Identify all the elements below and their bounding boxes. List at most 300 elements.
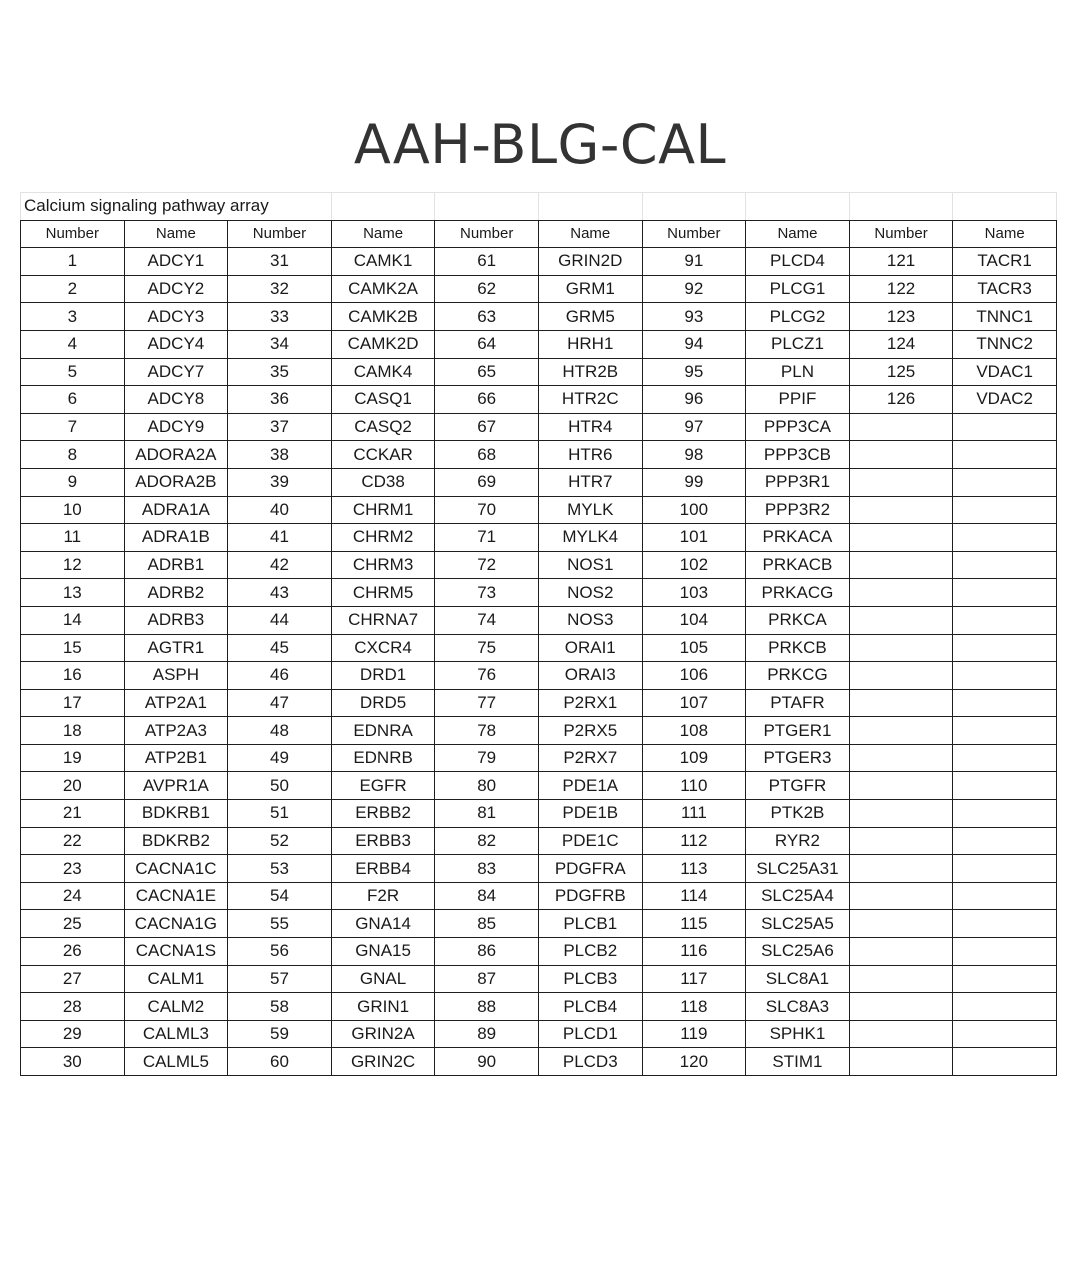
gene-name-cell: GRIN2D xyxy=(538,248,642,276)
table-row xyxy=(21,248,1057,276)
number-cell: 68 xyxy=(435,441,539,469)
table-body xyxy=(21,193,1057,1076)
number-cell: 22 xyxy=(21,827,125,855)
column-header: Name xyxy=(953,220,1057,248)
gene-name-cell: PRKCG xyxy=(746,662,850,690)
number-cell: 51 xyxy=(228,800,332,828)
gene-name-cell: PDGFRB xyxy=(538,882,642,910)
number-cell: 89 xyxy=(435,1020,539,1048)
number-cell: 67 xyxy=(435,413,539,441)
number-cell: 54 xyxy=(228,882,332,910)
gene-name-cell: CAMK2D xyxy=(331,330,435,358)
number-cell: 78 xyxy=(435,717,539,745)
number-cell: 108 xyxy=(642,717,746,745)
number-cell: 118 xyxy=(642,993,746,1021)
gene-name-cell: ASPH xyxy=(124,662,228,690)
number-cell xyxy=(849,524,953,552)
table-row xyxy=(21,386,1057,414)
gene-name-cell: PLCD1 xyxy=(538,1020,642,1048)
gene-name-cell: SLC8A1 xyxy=(746,965,850,993)
gene-name-cell: CHRNA7 xyxy=(331,606,435,634)
caption-row xyxy=(21,193,1057,221)
number-cell: 76 xyxy=(435,662,539,690)
number-cell: 81 xyxy=(435,800,539,828)
gene-name-cell: TNNC2 xyxy=(953,330,1057,358)
gene-name-cell: SLC25A6 xyxy=(746,938,850,966)
number-cell xyxy=(849,855,953,883)
gene-name-cell: CALML5 xyxy=(124,1048,228,1076)
gene-name-cell: ADRB2 xyxy=(124,579,228,607)
gene-name-cell xyxy=(953,938,1057,966)
gene-name-cell: BDKRB1 xyxy=(124,800,228,828)
number-cell: 107 xyxy=(642,689,746,717)
table-row xyxy=(21,441,1057,469)
number-cell: 28 xyxy=(21,993,125,1021)
gene-name-cell: CCKAR xyxy=(331,441,435,469)
gene-name-cell: ERBB4 xyxy=(331,855,435,883)
gene-name-cell: ADCY2 xyxy=(124,275,228,303)
gene-name-cell: PRKCA xyxy=(746,606,850,634)
number-cell: 104 xyxy=(642,606,746,634)
gene-name-cell: SPHK1 xyxy=(746,1020,850,1048)
gene-name-cell: ADCY4 xyxy=(124,330,228,358)
gene-name-cell: NOS3 xyxy=(538,606,642,634)
number-cell: 90 xyxy=(435,1048,539,1076)
gene-name-cell: CAMK2A xyxy=(331,275,435,303)
number-cell: 116 xyxy=(642,938,746,966)
number-cell: 30 xyxy=(21,1048,125,1076)
number-cell: 29 xyxy=(21,1020,125,1048)
number-cell: 73 xyxy=(435,579,539,607)
gene-name-cell: PDE1B xyxy=(538,800,642,828)
gene-name-cell: PPP3CB xyxy=(746,441,850,469)
gene-name-cell: SLC25A4 xyxy=(746,882,850,910)
gene-name-cell: GRM1 xyxy=(538,275,642,303)
gene-name-cell: PDE1C xyxy=(538,827,642,855)
gene-name-cell: PLCB1 xyxy=(538,910,642,938)
gene-name-cell: PLCG1 xyxy=(746,275,850,303)
table-row xyxy=(21,689,1057,717)
number-cell: 103 xyxy=(642,579,746,607)
column-header: Name xyxy=(538,220,642,248)
number-cell: 62 xyxy=(435,275,539,303)
table-caption: Calcium signaling pathway array xyxy=(21,193,332,221)
gene-name-cell: CACNA1G xyxy=(124,910,228,938)
number-cell: 34 xyxy=(228,330,332,358)
table-row xyxy=(21,910,1057,938)
number-cell xyxy=(849,689,953,717)
number-cell: 32 xyxy=(228,275,332,303)
number-cell xyxy=(849,1048,953,1076)
table-row xyxy=(21,1020,1057,1048)
gene-name-cell xyxy=(953,1048,1057,1076)
number-cell: 83 xyxy=(435,855,539,883)
caption-filler-cell xyxy=(746,193,850,221)
number-cell: 16 xyxy=(21,662,125,690)
number-cell: 123 xyxy=(849,303,953,331)
caption-filler-cell xyxy=(849,193,953,221)
number-cell: 95 xyxy=(642,358,746,386)
gene-name-cell: PPP3R1 xyxy=(746,468,850,496)
caption-filler-cell xyxy=(953,193,1057,221)
gene-name-cell: HTR4 xyxy=(538,413,642,441)
gene-name-cell: GNA15 xyxy=(331,938,435,966)
number-cell: 109 xyxy=(642,744,746,772)
gene-name-cell: CHRM5 xyxy=(331,579,435,607)
gene-name-cell: CACNA1E xyxy=(124,882,228,910)
number-cell: 38 xyxy=(228,441,332,469)
gene-name-cell: AVPR1A xyxy=(124,772,228,800)
gene-name-cell xyxy=(953,441,1057,469)
number-cell xyxy=(849,772,953,800)
gene-name-cell: CACNA1C xyxy=(124,855,228,883)
column-header: Number xyxy=(642,220,746,248)
gene-name-cell: NOS1 xyxy=(538,551,642,579)
number-cell: 2 xyxy=(21,275,125,303)
gene-name-cell: ERBB3 xyxy=(331,827,435,855)
number-cell: 114 xyxy=(642,882,746,910)
number-cell: 60 xyxy=(228,1048,332,1076)
number-cell xyxy=(849,551,953,579)
gene-name-cell: PRKACB xyxy=(746,551,850,579)
number-cell: 71 xyxy=(435,524,539,552)
number-cell: 31 xyxy=(228,248,332,276)
table-row xyxy=(21,496,1057,524)
number-cell: 92 xyxy=(642,275,746,303)
number-cell: 21 xyxy=(21,800,125,828)
gene-name-cell: PRKACA xyxy=(746,524,850,552)
number-cell: 113 xyxy=(642,855,746,883)
number-cell: 24 xyxy=(21,882,125,910)
number-cell xyxy=(849,938,953,966)
number-cell: 99 xyxy=(642,468,746,496)
gene-name-cell: ADRA1A xyxy=(124,496,228,524)
number-cell: 117 xyxy=(642,965,746,993)
gene-name-cell: AGTR1 xyxy=(124,634,228,662)
number-cell: 91 xyxy=(642,248,746,276)
number-cell: 49 xyxy=(228,744,332,772)
number-cell: 84 xyxy=(435,882,539,910)
column-header: Number xyxy=(21,220,125,248)
gene-name-cell: P2RX1 xyxy=(538,689,642,717)
header-row xyxy=(21,220,1057,248)
table-row xyxy=(21,827,1057,855)
number-cell: 40 xyxy=(228,496,332,524)
number-cell: 36 xyxy=(228,386,332,414)
table-row xyxy=(21,634,1057,662)
gene-name-cell: ADCY1 xyxy=(124,248,228,276)
gene-name-cell xyxy=(953,551,1057,579)
number-cell: 126 xyxy=(849,386,953,414)
table-row xyxy=(21,275,1057,303)
number-cell: 8 xyxy=(21,441,125,469)
gene-name-cell: PLCB3 xyxy=(538,965,642,993)
gene-name-cell: ADCY3 xyxy=(124,303,228,331)
gene-name-cell: PTK2B xyxy=(746,800,850,828)
caption-filler-cell xyxy=(331,193,435,221)
gene-name-cell: CXCR4 xyxy=(331,634,435,662)
number-cell: 4 xyxy=(21,330,125,358)
number-cell: 33 xyxy=(228,303,332,331)
number-cell: 87 xyxy=(435,965,539,993)
number-cell: 42 xyxy=(228,551,332,579)
gene-name-cell: EDNRA xyxy=(331,717,435,745)
gene-name-cell: PDGFRA xyxy=(538,855,642,883)
number-cell: 125 xyxy=(849,358,953,386)
number-cell: 101 xyxy=(642,524,746,552)
number-cell: 111 xyxy=(642,800,746,828)
number-cell: 93 xyxy=(642,303,746,331)
gene-name-cell xyxy=(953,882,1057,910)
column-header: Number xyxy=(228,220,332,248)
table-row xyxy=(21,413,1057,441)
gene-name-cell: P2RX7 xyxy=(538,744,642,772)
number-cell xyxy=(849,827,953,855)
gene-name-cell: ORAI1 xyxy=(538,634,642,662)
number-cell xyxy=(849,717,953,745)
number-cell xyxy=(849,744,953,772)
gene-name-cell: TACR1 xyxy=(953,248,1057,276)
gene-name-cell: HTR2C xyxy=(538,386,642,414)
table-row xyxy=(21,717,1057,745)
gene-name-cell: PLCB2 xyxy=(538,938,642,966)
number-cell: 75 xyxy=(435,634,539,662)
column-header: Name xyxy=(746,220,850,248)
gene-array-table xyxy=(20,192,1057,1076)
number-cell: 64 xyxy=(435,330,539,358)
number-cell xyxy=(849,882,953,910)
number-cell: 115 xyxy=(642,910,746,938)
gene-name-cell xyxy=(953,634,1057,662)
number-cell: 120 xyxy=(642,1048,746,1076)
table-row xyxy=(21,606,1057,634)
number-cell xyxy=(849,910,953,938)
gene-name-cell: CALML3 xyxy=(124,1020,228,1048)
number-cell: 26 xyxy=(21,938,125,966)
gene-name-cell: HTR6 xyxy=(538,441,642,469)
gene-name-cell xyxy=(953,524,1057,552)
number-cell: 69 xyxy=(435,468,539,496)
gene-name-cell xyxy=(953,606,1057,634)
number-cell: 48 xyxy=(228,717,332,745)
caption-filler-cell xyxy=(642,193,746,221)
number-cell: 100 xyxy=(642,496,746,524)
number-cell xyxy=(849,468,953,496)
gene-name-cell: CASQ1 xyxy=(331,386,435,414)
number-cell: 44 xyxy=(228,606,332,634)
number-cell: 56 xyxy=(228,938,332,966)
number-cell: 14 xyxy=(21,606,125,634)
gene-name-cell: ADORA2B xyxy=(124,468,228,496)
gene-name-cell xyxy=(953,855,1057,883)
number-cell: 94 xyxy=(642,330,746,358)
gene-name-cell: PPIF xyxy=(746,386,850,414)
number-cell: 47 xyxy=(228,689,332,717)
number-cell: 19 xyxy=(21,744,125,772)
number-cell: 9 xyxy=(21,468,125,496)
gene-name-cell: GNA14 xyxy=(331,910,435,938)
number-cell: 86 xyxy=(435,938,539,966)
gene-name-cell: EGFR xyxy=(331,772,435,800)
table-row xyxy=(21,744,1057,772)
caption-filler-cell xyxy=(435,193,539,221)
page-title: AAH-BLG-CAL xyxy=(353,113,727,176)
number-cell: 82 xyxy=(435,827,539,855)
gene-name-cell: VDAC1 xyxy=(953,358,1057,386)
gene-name-cell xyxy=(953,689,1057,717)
number-cell: 6 xyxy=(21,386,125,414)
gene-name-cell: ADRB3 xyxy=(124,606,228,634)
number-cell: 41 xyxy=(228,524,332,552)
number-cell: 63 xyxy=(435,303,539,331)
number-cell: 79 xyxy=(435,744,539,772)
table-row xyxy=(21,662,1057,690)
table-row xyxy=(21,303,1057,331)
gene-name-cell: F2R xyxy=(331,882,435,910)
gene-name-cell: PRKACG xyxy=(746,579,850,607)
number-cell: 25 xyxy=(21,910,125,938)
number-cell: 85 xyxy=(435,910,539,938)
gene-name-cell: ADRA1B xyxy=(124,524,228,552)
number-cell: 15 xyxy=(21,634,125,662)
gene-name-cell: ADRB1 xyxy=(124,551,228,579)
number-cell: 43 xyxy=(228,579,332,607)
gene-name-cell: CALM1 xyxy=(124,965,228,993)
gene-name-cell: PLCB4 xyxy=(538,993,642,1021)
number-cell: 72 xyxy=(435,551,539,579)
number-cell: 53 xyxy=(228,855,332,883)
table-row xyxy=(21,938,1057,966)
gene-name-cell: DRD1 xyxy=(331,662,435,690)
number-cell xyxy=(849,800,953,828)
table-row xyxy=(21,772,1057,800)
table-row xyxy=(21,855,1057,883)
gene-name-cell: ADCY9 xyxy=(124,413,228,441)
gene-name-cell: PLCD3 xyxy=(538,1048,642,1076)
gene-name-cell: CHRM1 xyxy=(331,496,435,524)
number-cell: 88 xyxy=(435,993,539,1021)
gene-name-cell: PTGER3 xyxy=(746,744,850,772)
number-cell: 121 xyxy=(849,248,953,276)
number-cell: 10 xyxy=(21,496,125,524)
table-row xyxy=(21,358,1057,386)
gene-name-cell: DRD5 xyxy=(331,689,435,717)
gene-name-cell xyxy=(953,965,1057,993)
gene-name-cell xyxy=(953,717,1057,745)
caption-filler-cell xyxy=(538,193,642,221)
gene-name-cell: PLN xyxy=(746,358,850,386)
number-cell: 5 xyxy=(21,358,125,386)
gene-name-cell: SLC25A5 xyxy=(746,910,850,938)
gene-name-cell: RYR2 xyxy=(746,827,850,855)
gene-name-cell: PLCZ1 xyxy=(746,330,850,358)
gene-name-cell xyxy=(953,772,1057,800)
number-cell xyxy=(849,965,953,993)
number-cell: 80 xyxy=(435,772,539,800)
gene-name-cell: BDKRB2 xyxy=(124,827,228,855)
number-cell: 7 xyxy=(21,413,125,441)
gene-name-cell: HTR2B xyxy=(538,358,642,386)
gene-name-cell: EDNRB xyxy=(331,744,435,772)
number-cell: 13 xyxy=(21,579,125,607)
number-cell: 55 xyxy=(228,910,332,938)
gene-name-cell: CACNA1S xyxy=(124,938,228,966)
gene-name-cell: CAMK4 xyxy=(331,358,435,386)
number-cell: 23 xyxy=(21,855,125,883)
number-cell: 110 xyxy=(642,772,746,800)
number-cell: 52 xyxy=(228,827,332,855)
gene-name-cell: ADCY7 xyxy=(124,358,228,386)
gene-name-cell xyxy=(953,1020,1057,1048)
number-cell: 3 xyxy=(21,303,125,331)
number-cell: 12 xyxy=(21,551,125,579)
gene-name-cell: PDE1A xyxy=(538,772,642,800)
gene-name-cell: TNNC1 xyxy=(953,303,1057,331)
table-row xyxy=(21,800,1057,828)
table-row xyxy=(21,579,1057,607)
number-cell: 37 xyxy=(228,413,332,441)
gene-name-cell: MYLK4 xyxy=(538,524,642,552)
gene-name-cell: SLC8A3 xyxy=(746,993,850,1021)
gene-name-cell: PPP3CA xyxy=(746,413,850,441)
table-row xyxy=(21,1048,1057,1076)
number-cell: 97 xyxy=(642,413,746,441)
number-cell: 66 xyxy=(435,386,539,414)
column-header: Name xyxy=(331,220,435,248)
number-cell: 27 xyxy=(21,965,125,993)
gene-name-cell: GRIN2A xyxy=(331,1020,435,1048)
gene-name-cell: CALM2 xyxy=(124,993,228,1021)
gene-name-cell: PLCD4 xyxy=(746,248,850,276)
gene-name-cell: CHRM2 xyxy=(331,524,435,552)
number-cell xyxy=(849,634,953,662)
number-cell: 119 xyxy=(642,1020,746,1048)
gene-name-cell: P2RX5 xyxy=(538,717,642,745)
gene-name-cell xyxy=(953,993,1057,1021)
table-row xyxy=(21,882,1057,910)
table-row xyxy=(21,330,1057,358)
gene-name-cell: MYLK xyxy=(538,496,642,524)
number-cell: 74 xyxy=(435,606,539,634)
number-cell: 122 xyxy=(849,275,953,303)
gene-name-cell: CAMK2B xyxy=(331,303,435,331)
table-row xyxy=(21,524,1057,552)
gene-name-cell: HTR7 xyxy=(538,468,642,496)
gene-name-cell: ADORA2A xyxy=(124,441,228,469)
gene-name-cell: VDAC2 xyxy=(953,386,1057,414)
gene-name-cell xyxy=(953,800,1057,828)
gene-name-cell: ERBB2 xyxy=(331,800,435,828)
number-cell: 61 xyxy=(435,248,539,276)
number-cell: 112 xyxy=(642,827,746,855)
number-cell: 102 xyxy=(642,551,746,579)
gene-name-cell xyxy=(953,413,1057,441)
number-cell: 57 xyxy=(228,965,332,993)
number-cell xyxy=(849,413,953,441)
gene-name-cell: GRM5 xyxy=(538,303,642,331)
column-header: Number xyxy=(435,220,539,248)
number-cell xyxy=(849,579,953,607)
gene-name-cell xyxy=(953,662,1057,690)
gene-name-cell xyxy=(953,579,1057,607)
number-cell: 17 xyxy=(21,689,125,717)
number-cell: 59 xyxy=(228,1020,332,1048)
number-cell: 50 xyxy=(228,772,332,800)
number-cell xyxy=(849,496,953,524)
table-row xyxy=(21,551,1057,579)
gene-name-cell: ADCY8 xyxy=(124,386,228,414)
number-cell xyxy=(849,662,953,690)
